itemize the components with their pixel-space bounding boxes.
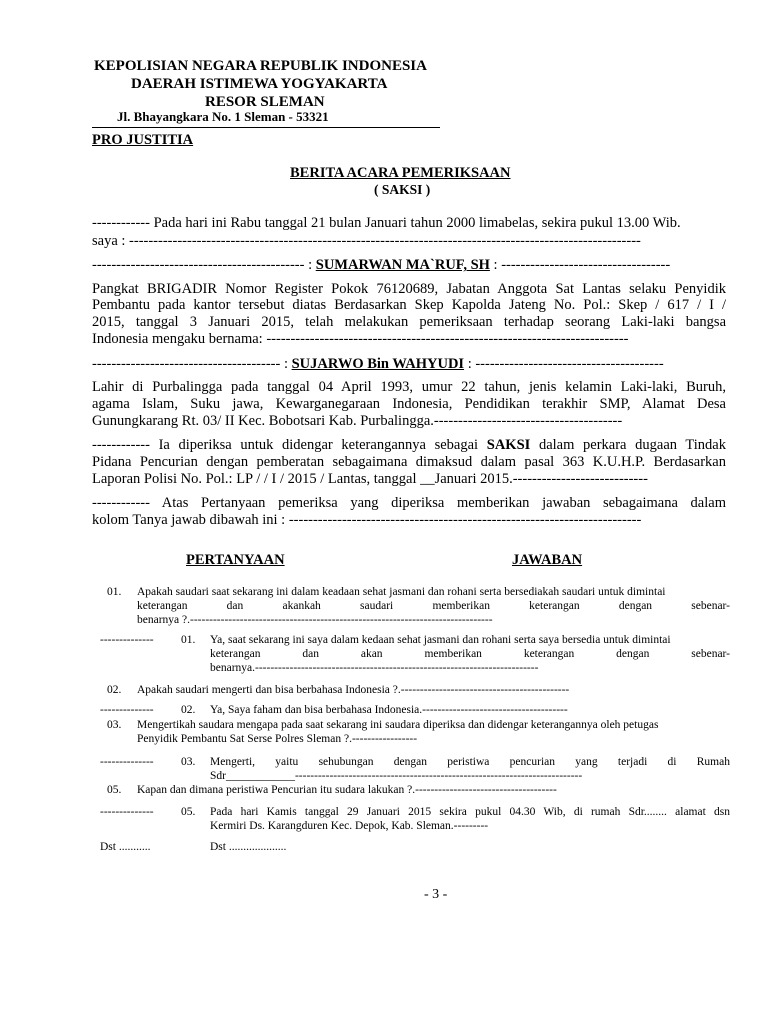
dash-filler: --------------------------------------- : xyxy=(92,356,292,372)
org-region: DAERAH ISTIMEWA YOGYAKARTA xyxy=(131,76,388,92)
answer-text: Pada hari Kamis tanggal 29 Januari 2015 sekira pukul 04.30 Wib, di rumah Sdr........ alamat dsn xyxy=(210,806,730,818)
examiner-name-line xyxy=(92,257,670,274)
dash-filler: -------------------------------------------- : xyxy=(92,257,316,273)
answer-number: 05. xyxy=(181,806,196,818)
answer-text: benarnya.-------------------------------------------------------------------------- xyxy=(210,662,539,674)
answer-text: Sdr____________--------------------------------------------------------------------------- xyxy=(210,770,583,782)
answer-text: Mengerti, yaitu sehubungan dengan peristiwa pencurian yang terjadi di Rumah xyxy=(210,756,730,768)
answer-text: Kermiri Ds. Karangduren Kec. Depok, Kab. Sleman.--------- xyxy=(210,820,489,832)
question-text: Apakah saudari mengerti dan bisa berbahasa Indonesia ?.-------------------------------------------- xyxy=(137,684,570,696)
examiner-desc-line: 2015, tanggal 3 Januari 2015, telah melakukan pemeriksaan terhadap seorang Laki-laki bangsa xyxy=(92,314,726,330)
question-number: 01. xyxy=(107,586,122,598)
answer-dash: -------------- xyxy=(100,756,154,768)
intro-line: saya : ---------------------------------------------------------------------------------------------------------- xyxy=(92,233,641,249)
examiner-desc-line: Indonesia mengaku bernama: --------------------------------------------------------------------------- xyxy=(92,331,629,347)
org-address: Jl. Bhayangkara No. 1 Sleman - 53321 xyxy=(117,109,329,124)
pro-justitia: PRO JUSTITIA xyxy=(92,132,194,148)
intro-line: ------------ Pada hari ini Rabu tanggal 21 bulan Januari tahun 2000 limabelas, sekira pukul 13.00 Wib. xyxy=(92,215,681,231)
letterhead-divider xyxy=(92,127,440,128)
examined-line xyxy=(92,437,726,454)
question-text: keterangan dan akankah saudari memberikan keterangan dengan sebenar- xyxy=(137,600,730,612)
answer-number: 01. xyxy=(181,634,196,646)
examined-line: Laporan Polisi No. Pol.: LP / / I / 2015 / Lantas, tanggal __Januari 2015.---------------------------- xyxy=(92,471,648,487)
answer-dash: -------------- xyxy=(100,806,154,818)
answers-intro-line: kolom Tanya jawab dibawah ini : ------------------------------------------------------------------------- xyxy=(92,512,642,528)
dash-filler: : ----------------------------------- xyxy=(489,257,671,273)
answers-column-header: JAWABAN xyxy=(512,552,583,568)
examined-text: ------------ Ia diperiksa untuk didengar keterangannya sebagai xyxy=(92,437,487,453)
witness-desc-line: agama Islam, Suku jawa, Kewarganegaraan Indonesia, Pendidikan terakhir SMP, Alamat Desa xyxy=(92,396,726,412)
answers-intro-line: ------------ Atas Pertanyaan pemeriksa yang diperiksa memberikan jawaban sebagaimana dalam xyxy=(92,495,726,511)
answer-number: 02. xyxy=(181,704,196,716)
question-number: 05. xyxy=(107,784,122,796)
org-name: KEPOLISIAN NEGARA REPUBLIK INDONESIA xyxy=(94,58,427,74)
witness-name: SUJARWO Bin WAHYUDI xyxy=(291,356,465,372)
examiner-name: SUMARWAN MA`RUF, SH xyxy=(315,257,490,273)
answer-dash: -------------- xyxy=(100,634,154,646)
answer-number: 03. xyxy=(181,756,196,768)
witness-desc-line: Lahir di Purbalingga pada tanggal 04 April 1993, umur 22 tahun, jenis kelamin Laki-laki, Buruh, xyxy=(92,379,726,395)
dash-filler: : --------------------------------------- xyxy=(464,356,664,372)
document-title: BERITA ACARA PEMERIKSAAN xyxy=(290,165,511,181)
witness-name-line xyxy=(92,356,664,373)
question-number: 03. xyxy=(107,719,122,731)
question-text: benarnya ?.------------------------------------------------------------------------------- xyxy=(137,614,493,626)
answer-text: keterangan dan akan memberikan keterangan dengan sebenar- xyxy=(210,648,730,660)
examined-line: Pidana Pencurian dengan pemberatan sebagaimana dimaksud dalam pasal 363 K.U.H.P. Berdasarkan xyxy=(92,454,726,470)
continuation-question: Dst ........... xyxy=(100,841,151,853)
answer-dash: -------------- xyxy=(100,704,154,716)
answer-text: Ya, saat sekarang ini saya dalam kedaan sehat jasmani dan rohani serta saya bersedia untuk dimintai xyxy=(210,634,671,646)
question-text: Penyidik Pembantu Sat Serse Polres Sleman ?.----------------- xyxy=(137,733,418,745)
saksi-label: SAKSI xyxy=(486,437,531,453)
question-number: 02. xyxy=(107,684,122,696)
examiner-desc-line: Pembantu pada kantor tersebut diatas Berdasarkan Skep Kapolda Jateng No. Pol.: Skep / 617 / I / xyxy=(92,297,726,313)
question-text: Mengertikah saudara mengapa pada saat sekarang ini saudara diperiksa dan didengar keterangannya oleh petugas xyxy=(137,719,659,731)
questions-column-header: PERTANYAAN xyxy=(186,552,285,568)
continuation-answer: Dst .................... xyxy=(210,841,287,853)
examined-text: dalam perkara dugaan Tindak xyxy=(530,437,726,453)
examiner-desc-line: Pangkat BRIGADIR Nomor Register Pokok 76120689, Jabatan Anggota Sat Lantas selaku Penyidik xyxy=(92,281,726,297)
org-unit: RESOR SLEMAN xyxy=(205,94,325,110)
question-text: Kapan dan dimana peristiwa Pencurian itu sudara lakukan ?.------------------------------------- xyxy=(137,784,557,796)
page-number: - 3 - xyxy=(424,887,448,902)
question-text: Apakah saudari saat sekarang ini dalam keadaan sehat jasmani dan rohani serta bersediakah saudari untuk dimintai xyxy=(137,586,666,598)
document-subtitle: ( SAKSI ) xyxy=(374,182,431,197)
answer-text: Ya, Saya faham dan bisa berbahasa Indonesia.-------------------------------------- xyxy=(210,704,568,716)
witness-desc-line: Gunungkarang Rt. 03/ II Kec. Bobotsari Kab. Purbalingga.--------------------------------------- xyxy=(92,413,623,429)
